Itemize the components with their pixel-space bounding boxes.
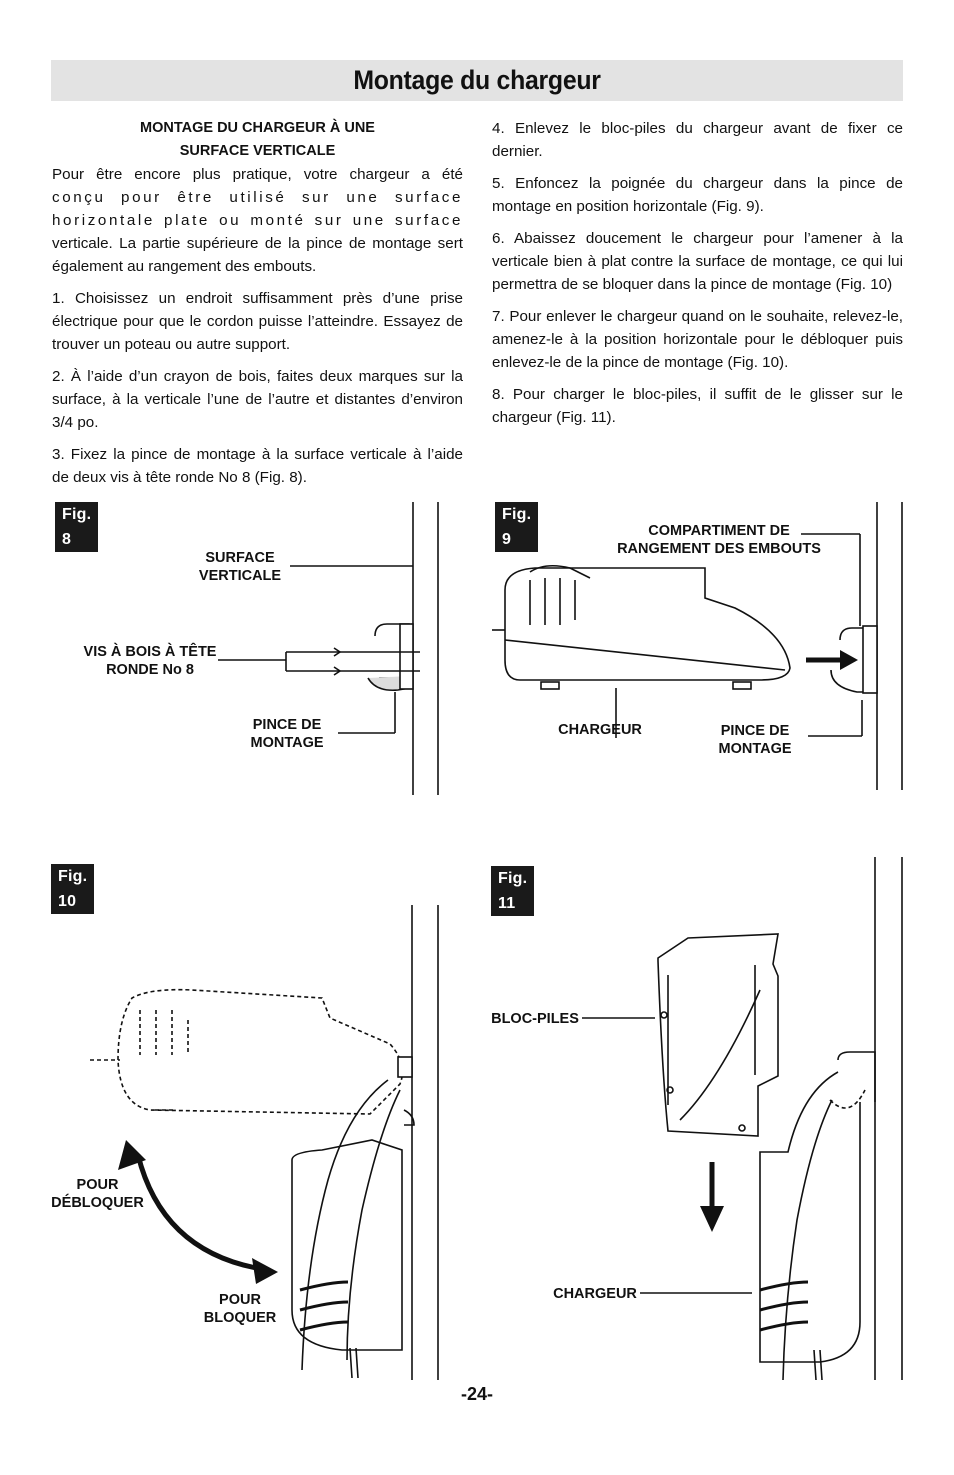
step-1: 1. Choisissez un endroit suffisamment près d’une prise électrique pour que le cordon puisse l’atteindre. Essayez de trouver un poteau ou autre support.: [52, 290, 463, 353]
fig-8-badge: Fig. 8: [55, 502, 98, 552]
page-title: Montage du chargeur: [353, 65, 601, 95]
fig-8-label-clip-line-2: MONTAGE: [250, 735, 324, 751]
fig-9-label-compartment-line-1: COMPARTIMENT DE: [648, 523, 790, 539]
fig-9-label-clip-line-1: PINCE DE: [720, 723, 790, 739]
page-number: -24-: [460, 1384, 493, 1404]
fig-11-label-charger: CHARGEUR: [553, 1286, 637, 1302]
step-4: 4. Enlevez le bloc-piles du chargeur avant de fixer ce dernier.: [492, 120, 903, 160]
step-6: 6. Abaissez doucement le chargeur pour l’amener à la verticale bien à plat contre la surface de montage, ce qui lui permettra de se bloquer dans la pince de montage (Fig. 10): [492, 230, 903, 293]
fig-8-label-surface-line-1: SURFACE: [205, 550, 275, 566]
fig-9-badge: Fig. 9: [495, 502, 538, 552]
step-3: 3. Fixez la pince de montage à la surface verticale à l’aide de deux vis à tête ronde No 8 (Fig. 8).: [52, 446, 463, 486]
fig-10-label-lock-line-1: POUR: [219, 1292, 261, 1308]
step-7: 7. Pour enlever le chargeur quand on le souhaite, relevez-le, amenez-le à la position horizontale pour le débloquer puis enlevez-le de la pince de montage (Fig. 10).: [492, 308, 903, 371]
intro-line-4: verticale. La partie supérieure de la pince de montage sert également au rangement des embouts.: [52, 235, 463, 275]
fig-8-label-surface-line-2: VERTICALE: [198, 568, 282, 584]
step-8: 8. Pour charger le bloc-piles, il suffit de le glisser sur le chargeur (Fig. 11).: [492, 386, 903, 426]
fig-11-label-battery: BLOC-PILES: [491, 1011, 579, 1027]
fig-9-label-charger: CHARGEUR: [558, 722, 642, 738]
intro-line-1: Pour être encore plus pratique, votre chargeur a été: [52, 166, 463, 183]
fig-8-label-screws-line-1: VIS À BOIS À TÊTE: [83, 644, 217, 660]
fig-10-label-unlock-line-2: DÉBLOQUER: [51, 1195, 144, 1211]
section-heading-line-1: MONTAGE DU CHARGEUR À UNE: [140, 120, 375, 136]
fig-10-badge: Fig. 10: [51, 864, 94, 914]
intro-line-3: horizontale plate ou monté sur une surface: [52, 212, 463, 229]
fig-10-label-unlock-line-1: POUR: [76, 1177, 119, 1193]
fig-9-label-clip-line-2: MONTAGE: [718, 741, 792, 757]
fig-10-label-lock-line-2: BLOQUER: [203, 1310, 277, 1326]
step-5: 5. Enfoncez la poignée du chargeur dans la pince de montage en position horizontale (Fig. 9).: [492, 175, 903, 215]
intro-line-2: conçu pour être utilisé sur une surface: [52, 189, 463, 206]
fig-11-badge: Fig. 11: [491, 866, 534, 916]
step-2: 2. À l’aide d’un crayon de bois, faites deux marques sur la surface, à la verticale l’une de l’autre et distantes d’environ 3/4 po.: [52, 368, 463, 431]
section-heading-line-2: SURFACE VERTICALE: [179, 143, 336, 159]
fig-9-label-compartment-line-2: RANGEMENT DES EMBOUTS: [617, 541, 821, 557]
fig-8-label-clip-line-1: PINCE DE: [252, 717, 322, 733]
fig-8-label-screws-line-2: RONDE No 8: [106, 662, 194, 678]
